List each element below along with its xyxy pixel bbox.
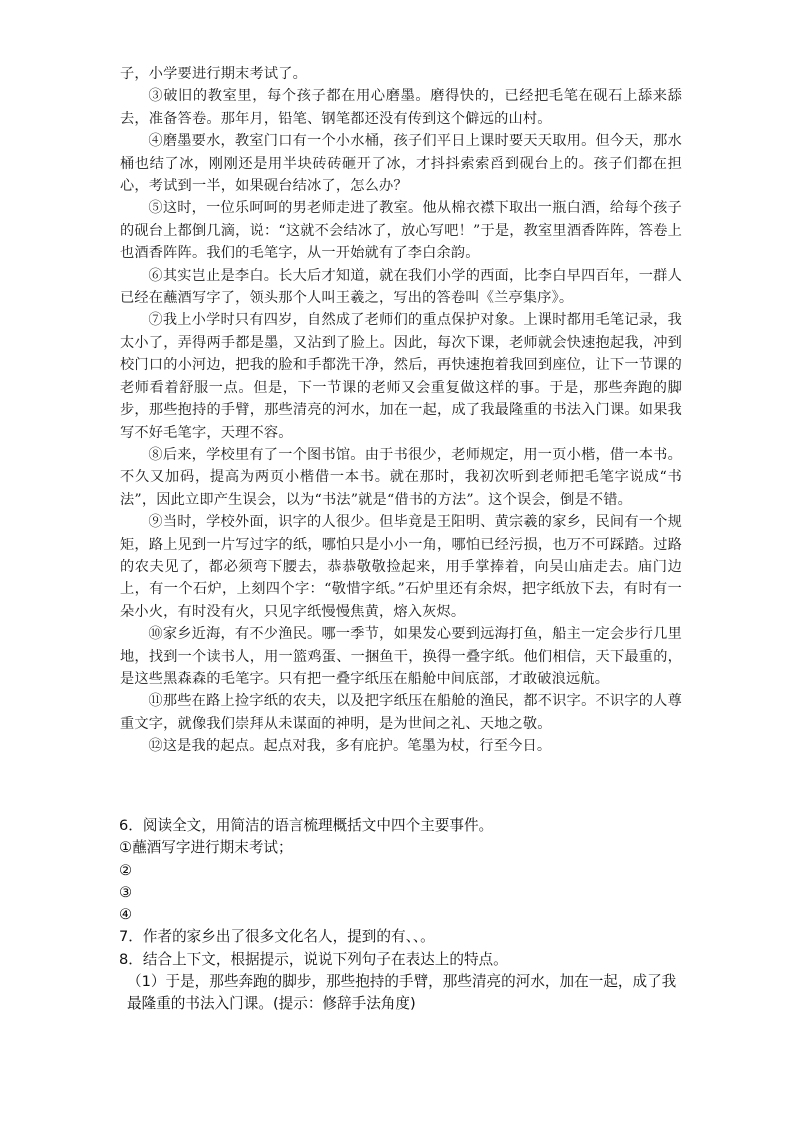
passage-paragraph-7: ⑦我上小学时只有四岁，自然成了老师们的重点保护对象。上课时都用毛笔记录，我太小了，弄得两手都是墨，又沾到了脸上。因此，每次下课，老师就会快速抱起我，冲到校门口的小河边，把我的脸和手都洗干净，然后，再快速抱着我回到座位，让下一节课的老师看着舒服一点。但是，下一节课的老师又会重复做这样的事。于是，那些奔跑的脚步，那些抱持的手臂，那些清亮的河水，加在一起，成了我最隆重的书法入门课。如果我写不好毛笔字，天理不容。: [120, 312, 682, 441]
question-8-sub-1: （1）于是，那些奔跑的脚步，那些抱持的手臂，那些清亮的河水，加在一起，成了我最隆重的书法入门课。(提示：修辞手法角度): [127, 973, 677, 1013]
passage-paragraph-5: ⑤这时，一位乐呵呵的男老师走进了教室。他从棉衣襟下取出一瓶白酒，给每个孩子的砚台上都倒几滴，说：“这就不会结冰了，放心写吧！”于是，教室里酒香阵阵，答卷上也酒香阵阵。我们的毛笔字，从一开始就有了李白余韵。: [120, 200, 682, 262]
passage-paragraph-10: ⑩家乡近海，有不少渔民。哪一季节，如果发心要到远海打鱼，船主一定会步行几里地，找到一个读书人，用一篮鸡蛋、一捆鱼干，换得一叠字纸。他们相信，天下最重的，是这些黑森森的毛笔字。只有把一叠字纸压在船舱中间底部，才敢破浪远航。: [120, 626, 682, 687]
passage-paragraph-8: ⑧后来，学校里有了一个图书馆。由于书很少，老师规定，用一页小楷，借一本书。不久又加码，提高为两页小楷借一本书。就在那时，我初次听到老师把毛笔字说成“书法”，因此立即产生误会，以为“书法”就是“借书的方法”。这个误会，倒是不错。: [120, 446, 682, 508]
passage-paragraph-3: ③破旧的教室里，每个孩子都在用心磨墨。磨得快的，已经把毛笔在砚石上舔来舔去，准备答卷。那年月，铅笔、钢笔都还没有传到这个僻远的山村。: [120, 88, 682, 127]
reading-passage: [120, 63, 682, 758]
passage-paragraph-6: ⑥其实岂止是李白。长大后才知道，就在我们小学的西面，比李白早四百年，一群人已经在蘸酒写字了，领头那个人叫王羲之，写出的答卷叫《兰亭集序》。: [120, 267, 682, 307]
question-6-answer-1: ①蘸酒写字进行期末考试；: [119, 839, 293, 857]
question-6-answer-4: ④: [119, 906, 133, 924]
question-6-prompt: 6．阅读全文，用简洁的语言梳理概括文中四个主要事件。: [119, 817, 494, 834]
passage-paragraph-12: ⑫这是我的起点。起点对我，多有庇护。笔墨为杖，行至今日。: [148, 738, 552, 755]
question-8-prompt: 8．结合上下文，根据提示，说说下列句子在表达上的特点。: [119, 950, 508, 968]
passage-paragraph-4: ④磨墨要水，教室门口有一个小水桶，孩子们平日上课时要天天取用。但今天，那水桶也结了冰，刚刚还是用半块砖砖砸开了冰，才抖抖索索舀到砚台上的。孩子们都在担心，考试到一半，如果砚台结冰了，怎么办？: [120, 133, 682, 195]
question-6-answer-3: ③: [119, 883, 133, 901]
passage-paragraph-11: ⑪那些在路上捡字纸的农夫，以及把字纸压在船舱的渔民，都不识字。不识字的人尊重文字，就像我们崇拜从未谋面的神明，是为世间之礼、天地之敬。: [120, 693, 682, 732]
passage-paragraph-1: 子，小学要进行期末考试了。: [120, 66, 308, 82]
passage-paragraph-9: ⑨当时，学校外面，识字的人很少。但毕竟是王阳明、黄宗羲的家乡，民间有一个规矩，路上见到一片写过字的纸，哪怕只是小小一角，哪怕已经污损，也万不可踩踏。过路的农夫见了，都必须弯下腰去，恭恭敬敬捡起来，用手掌捧着，向吴山庙走去。庙门边上，有一个石炉，上刻四个字：“敬惜字纸。”石炉里还有余烬，把字纸放下去，有时有一朵小火，有时没有火，只见字纸慢慢焦黄，熔入灰烬。: [120, 514, 682, 620]
question-7: 7．作者的家乡出了很多文化名人，提到的有、、。: [119, 928, 435, 946]
question-section: [119, 815, 689, 1016]
question-6-answer-2: ②: [119, 861, 133, 879]
